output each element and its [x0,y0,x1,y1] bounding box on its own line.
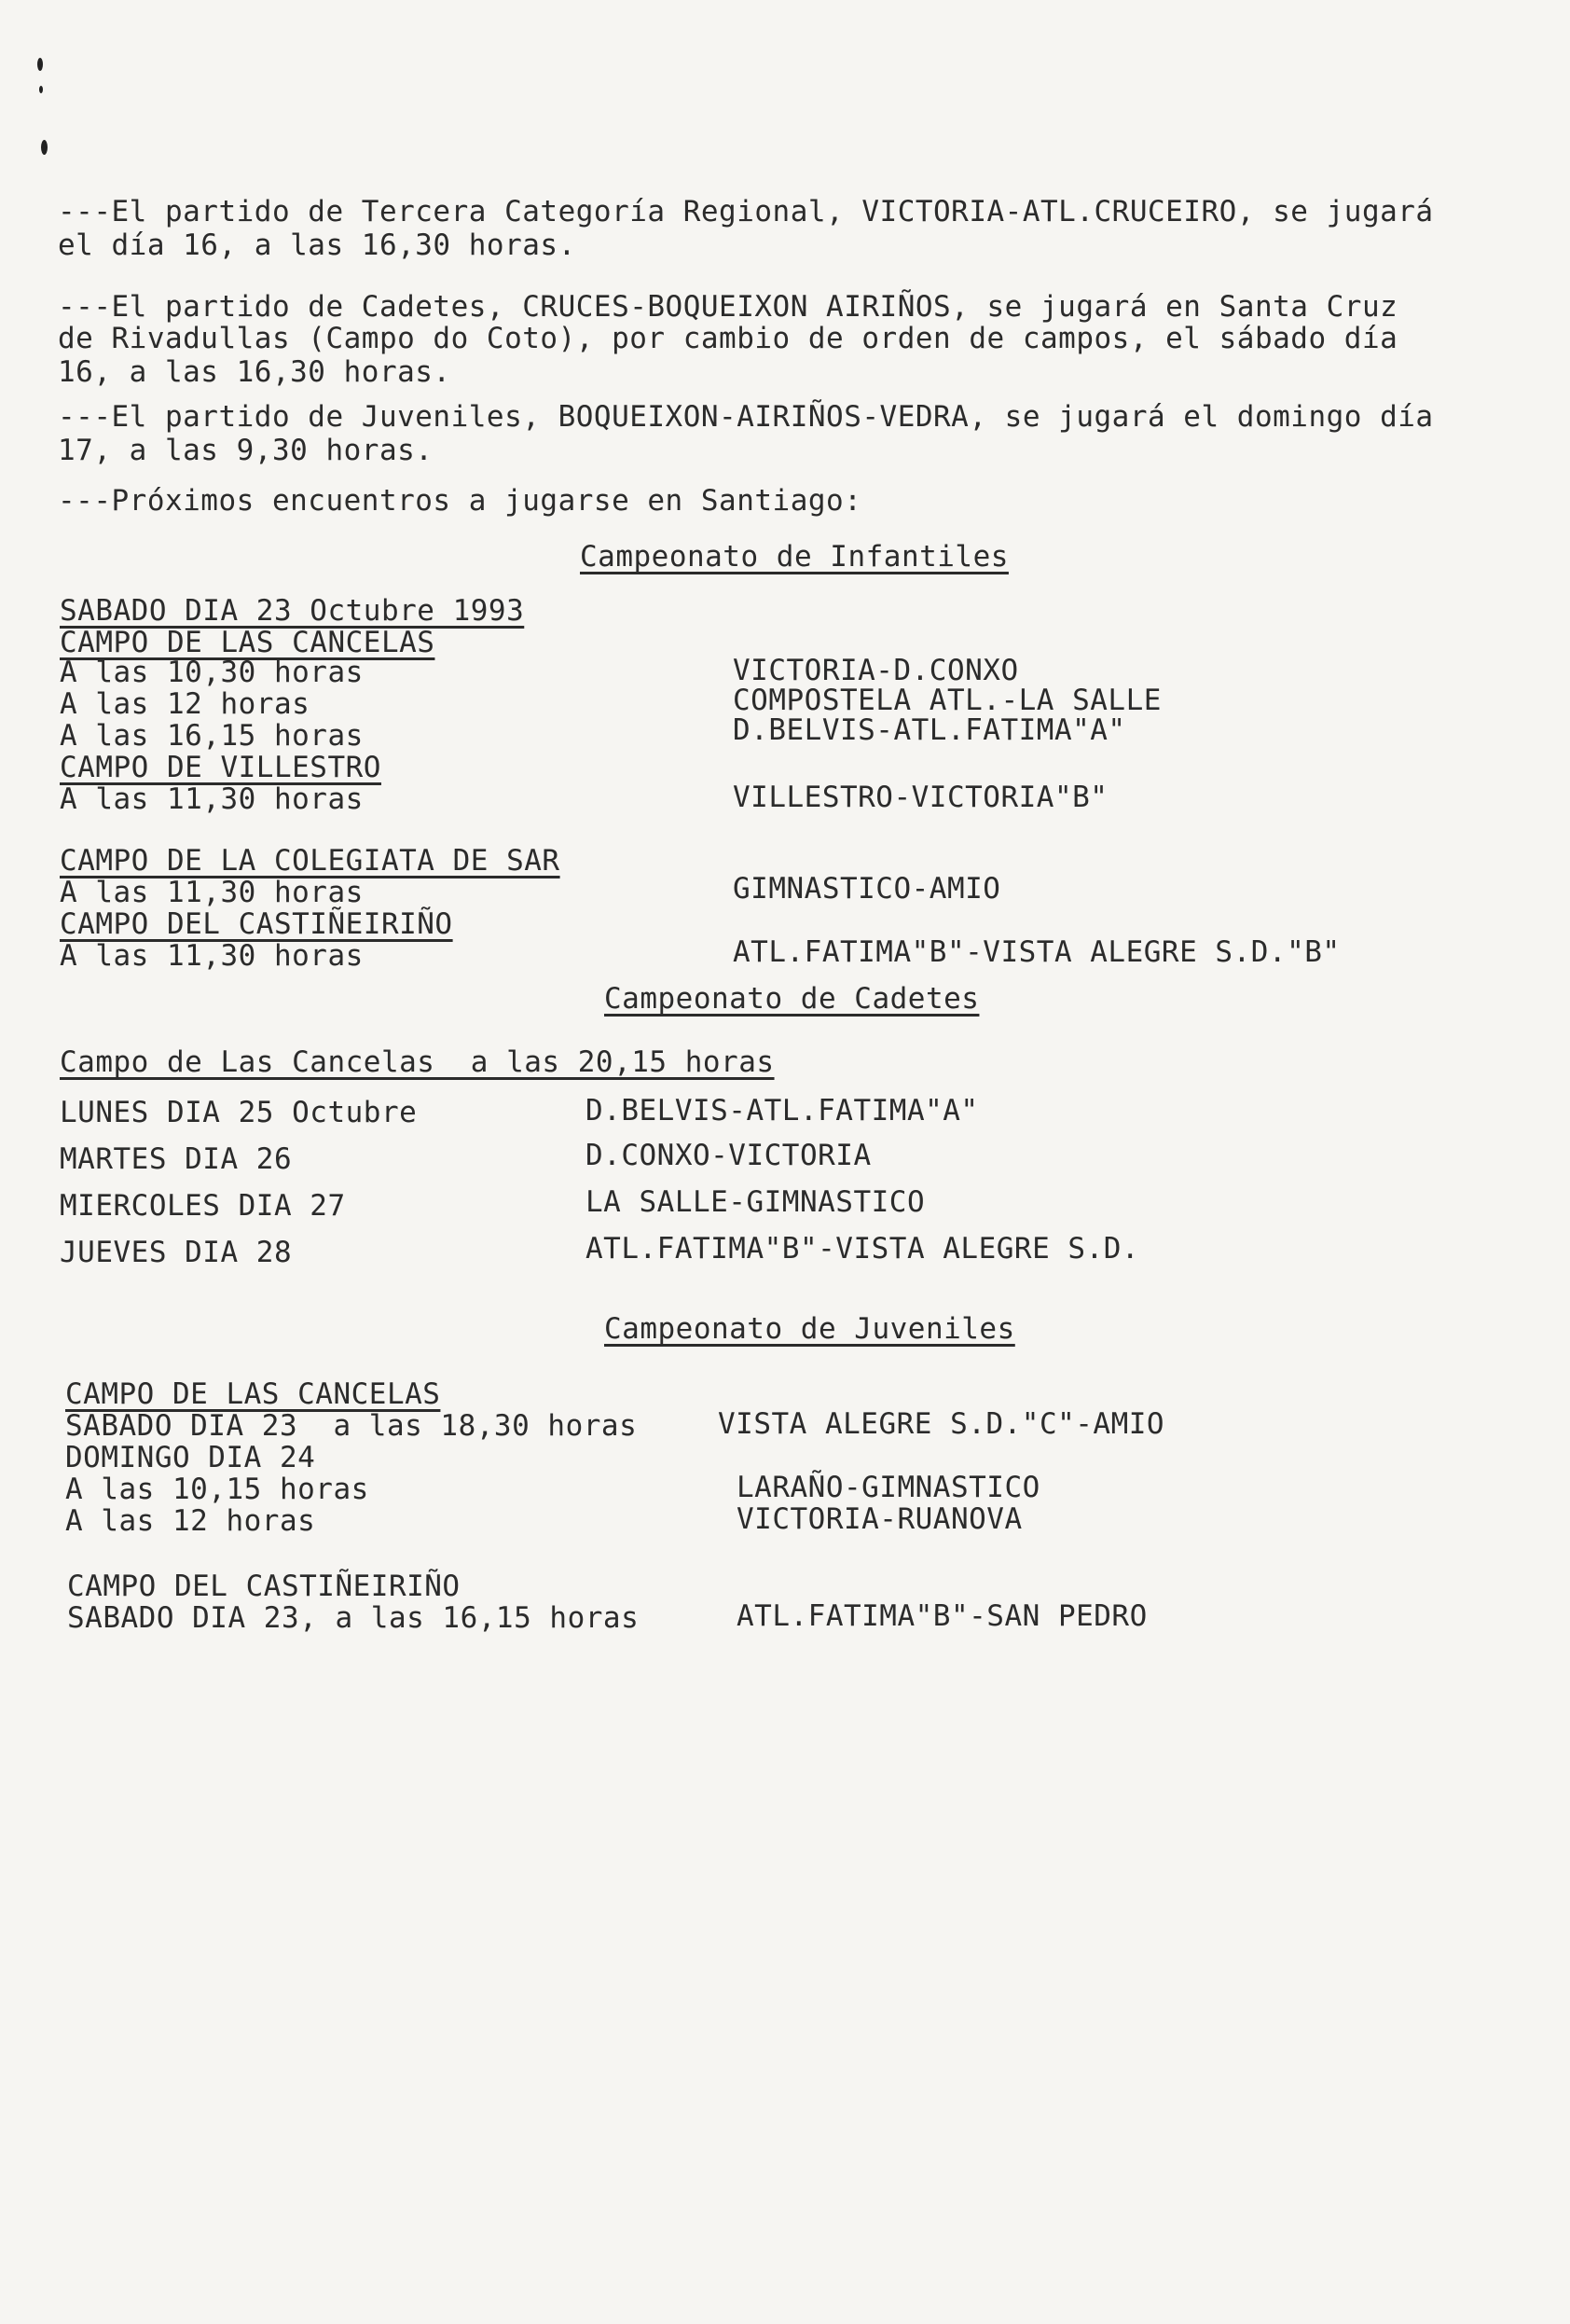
section-heading-cadetes: Campeonato de Cadetes [604,982,980,1016]
intro-line: 17, a las 9,30 horas. [58,434,434,467]
intro-line: ---El partido de Juveniles, BOQUEIXON-AIRIÑOS-VEDRA, se jugará el domingo día [58,400,1434,434]
match-teams: LARAÑO-GIMNASTICO [737,1471,1040,1504]
intro-line: ---El partido de Cadetes, CRUCES-BOQUEIXON AIRIÑOS, se jugará en Santa Cruz [58,290,1398,324]
match-time: A las 10,15 horas [65,1473,369,1506]
hole-punch-mark [37,58,43,71]
match-day: SABADO DIA 23 a las 18,30 horas [65,1409,638,1443]
intro-line: 16, a las 16,30 horas. [58,355,451,389]
venue-name: CAMPO DEL CASTIÑEIRIÑO [60,907,453,941]
match-teams: D.CONXO-VICTORIA [585,1139,872,1172]
venue-name: Campo de Las Cancelas a las 20,15 horas [60,1045,775,1079]
match-date: SABADO DIA 23 Octubre 1993 [60,594,525,628]
section-heading-infantiles: Campeonato de Infantiles [580,540,1009,574]
venue-name: CAMPO DE VILLESTRO [60,751,381,784]
venue-name: CAMPO DE LAS CANCELAS [60,626,435,659]
hole-punch-mark [39,86,43,93]
match-teams: VICTORIA-D.CONXO [733,654,1019,687]
venue-name: CAMPO DEL CASTIÑEIRIÑO [67,1570,461,1603]
match-day: JUEVES DIA 28 [60,1236,293,1269]
section-heading-juveniles: Campeonato de Juveniles [604,1312,1015,1346]
venue-name: CAMPO DE LAS CANCELAS [65,1377,441,1411]
match-time: A las 11,30 horas [60,876,364,909]
match-time: A las 10,30 horas [60,656,364,689]
match-teams: VILLESTRO-VICTORIA"B" [733,781,1109,814]
match-day: LUNES DIA 25 Octubre [60,1096,418,1129]
intro-line: ---Próximos encuentros a jugarse en Santiago: [58,484,862,518]
hole-punch-mark [41,140,48,155]
match-teams: VICTORIA-RUANOVA [737,1502,1023,1536]
match-teams: ATL.FATIMA"B"-VISTA ALEGRE S.D."B" [733,935,1341,969]
match-teams: COMPOSTELA ATL.-LA SALLE [733,684,1162,717]
match-day: DOMINGO DIA 24 [65,1441,316,1474]
intro-line: el día 16, a las 16,30 horas. [58,228,576,262]
match-teams: D.BELVIS-ATL.FATIMA"A" [733,713,1126,747]
intro-line: ---El partido de Tercera Categoría Regional, VICTORIA-ATL.CRUCEIRO, se jugará [58,195,1434,228]
match-day: SABADO DIA 23, a las 16,15 horas [67,1601,640,1635]
match-teams: ATL.FATIMA"B"-VISTA ALEGRE S.D. [585,1232,1140,1266]
match-time: A las 12 horas [60,687,310,721]
match-time: A las 16,15 horas [60,719,364,753]
venue-name: CAMPO DE LA COLEGIATA DE SAR [60,844,560,878]
match-time: A las 11,30 horas [60,939,364,973]
match-teams: D.BELVIS-ATL.FATIMA"A" [585,1094,979,1127]
match-day: MIERCOLES DIA 27 [60,1189,346,1223]
match-time: A las 11,30 horas [60,782,364,816]
match-teams: ATL.FATIMA"B"-SAN PEDRO [737,1599,1148,1633]
match-time: A las 12 horas [65,1504,316,1538]
intro-line: de Rivadullas (Campo do Coto), por cambio de orden de campos, el sábado día [58,322,1398,355]
match-day: MARTES DIA 26 [60,1142,293,1176]
match-teams: GIMNASTICO-AMIO [733,872,1001,906]
match-teams: VISTA ALEGRE S.D."C"-AMIO [718,1407,1165,1441]
match-teams: LA SALLE-GIMNASTICO [585,1185,926,1219]
